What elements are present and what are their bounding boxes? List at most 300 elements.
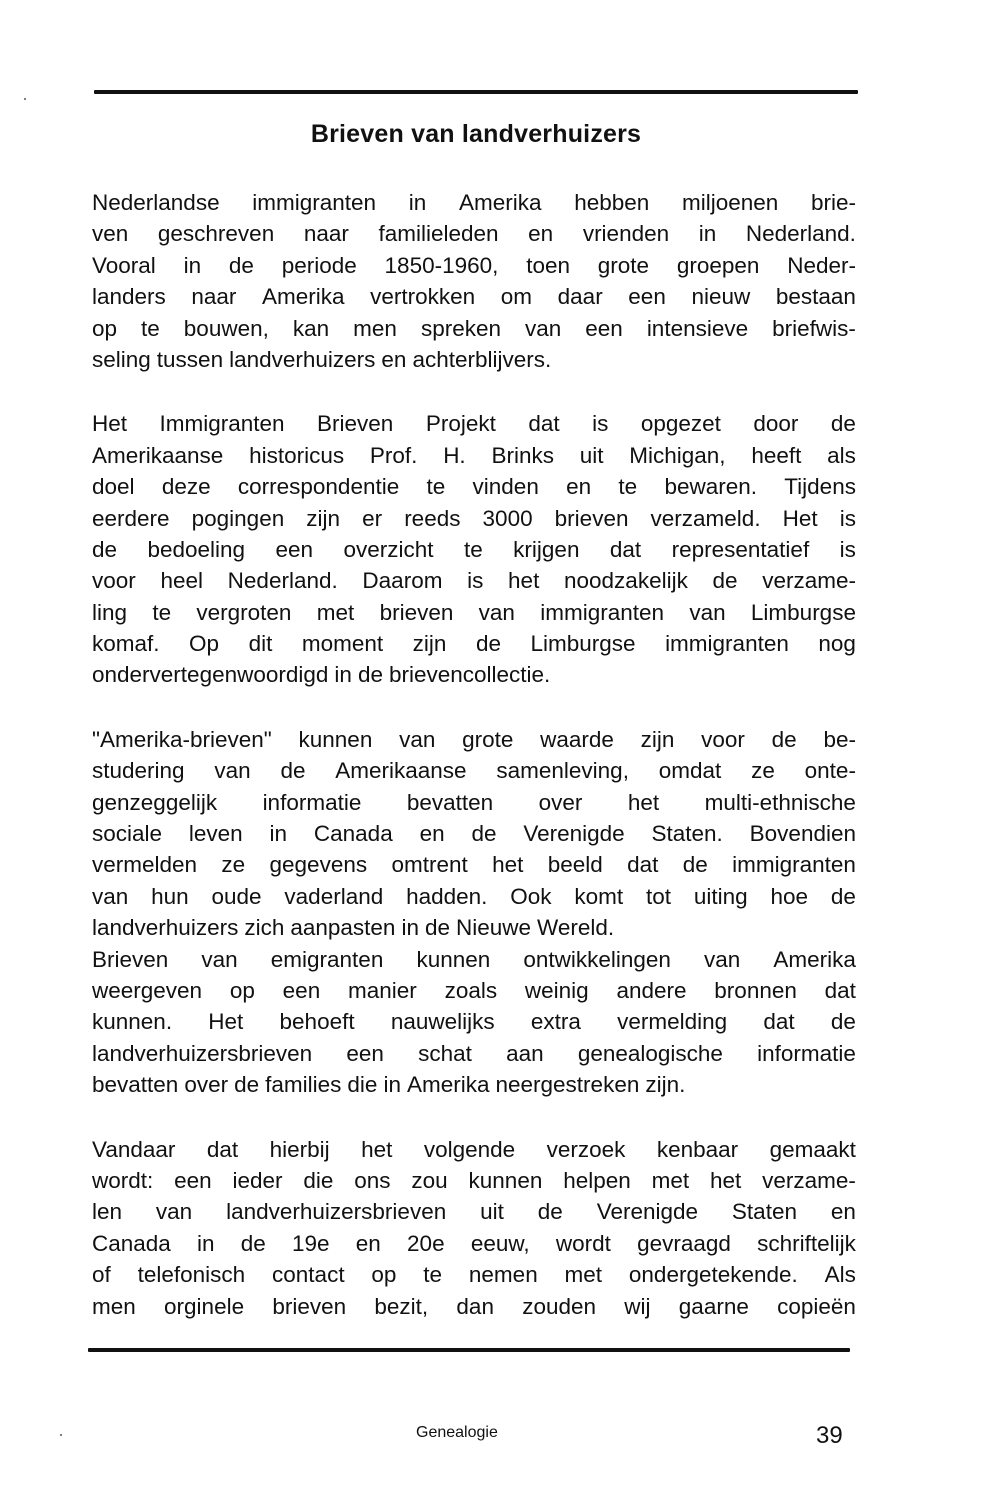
word: groepen	[676, 252, 760, 278]
word: landverhuizersbrieven	[226, 1199, 447, 1225]
word: de	[424, 915, 450, 941]
word: historicus	[249, 442, 345, 468]
word: de	[830, 883, 856, 909]
word: Verenigde	[523, 821, 625, 847]
word: Nieuwe	[456, 915, 532, 941]
text-line	[92, 849, 856, 880]
word: Staten.	[651, 821, 723, 847]
word: dit	[248, 631, 273, 657]
word: de	[771, 726, 797, 752]
text-line	[92, 1228, 856, 1259]
word: dat	[824, 977, 856, 1003]
word: is	[839, 536, 856, 562]
word: Limburgse	[530, 631, 636, 657]
word: uit	[480, 1199, 504, 1225]
word: komt	[574, 883, 624, 909]
word: leven	[188, 821, 243, 847]
word: in	[401, 915, 419, 941]
text-line	[92, 818, 856, 849]
word: pogingen	[191, 505, 285, 531]
text-line	[92, 1165, 856, 1196]
word: omtrent	[391, 852, 468, 878]
word: een	[585, 315, 623, 341]
word: Neder-	[787, 252, 856, 278]
word: seling	[92, 346, 151, 372]
word: sociale	[92, 821, 163, 847]
word: 3000	[482, 505, 533, 531]
word: Amerika	[406, 1072, 490, 1098]
word: kunnen	[468, 1167, 543, 1193]
word: bevatten	[406, 789, 494, 815]
paragraph-spacer	[92, 375, 856, 408]
word: geschreven	[157, 221, 275, 247]
word: hierbij	[269, 1136, 330, 1162]
word: doel	[92, 474, 135, 500]
word: omdat	[658, 758, 722, 784]
word: dat	[609, 536, 642, 562]
word: andere	[616, 977, 687, 1003]
word: intensieve	[646, 315, 749, 341]
word: de	[280, 758, 306, 784]
word: Tijdens	[784, 474, 856, 500]
word: verzoek	[546, 1136, 626, 1162]
word: verzame-	[762, 568, 856, 594]
word: krijgen	[513, 536, 580, 562]
word: manier	[348, 977, 417, 1003]
word: de	[475, 631, 501, 657]
word: len	[92, 1199, 123, 1225]
word: een	[346, 1040, 384, 1066]
paragraph	[92, 1134, 856, 1322]
word: Amerika	[262, 284, 345, 310]
bottom-rule	[88, 1348, 850, 1352]
word: vergroten	[196, 599, 292, 625]
word: Ook	[510, 883, 552, 909]
word: aan	[506, 1040, 544, 1066]
word: is	[467, 568, 484, 594]
word: vertrokken	[370, 284, 476, 310]
text-line	[92, 1259, 856, 1290]
word: schat	[418, 1040, 472, 1066]
word: kan	[292, 315, 330, 341]
word: op	[92, 315, 118, 341]
word: emigranten	[270, 946, 384, 972]
word: noodzakelijk	[564, 568, 688, 594]
word: aanpasten	[290, 915, 396, 941]
word: Het	[782, 505, 818, 531]
word: wordt:	[92, 1167, 154, 1193]
text-line	[92, 440, 856, 471]
word: Michigan,	[629, 442, 726, 468]
word: zoals	[444, 977, 498, 1003]
text-line	[92, 471, 856, 502]
word: naar	[191, 284, 237, 310]
text-line	[92, 344, 856, 375]
word: die	[347, 1072, 378, 1098]
word: brieven	[272, 1293, 347, 1319]
word: over	[184, 1072, 229, 1098]
word: be-	[823, 726, 856, 752]
word: in	[408, 190, 427, 215]
word: Het	[208, 1009, 244, 1035]
word: kunnen	[416, 946, 491, 972]
word: familieleden	[378, 221, 499, 247]
word: brie-	[810, 190, 856, 215]
word: de	[682, 852, 708, 878]
word: bestaan	[775, 284, 856, 310]
word: landverhuizers	[229, 346, 376, 372]
word: de	[537, 1199, 563, 1225]
word: hebben	[574, 190, 650, 215]
word: de	[92, 536, 118, 562]
word: komaf.	[92, 631, 160, 657]
word: Vandaar	[92, 1136, 176, 1162]
text-line	[92, 187, 856, 218]
word: naar	[303, 221, 349, 247]
word: een	[628, 284, 666, 310]
word: extra	[530, 1009, 581, 1035]
word: een	[174, 1167, 212, 1193]
page-number: 39	[816, 1422, 843, 1449]
word: representatief	[671, 536, 810, 562]
word: in	[269, 821, 288, 847]
text-line	[92, 1291, 856, 1322]
word: dat	[528, 411, 560, 437]
page-title: Brieven van landverhuizers	[310, 120, 642, 148]
word: de	[357, 662, 383, 688]
word: neergestreken	[495, 1072, 640, 1098]
word: ling	[92, 599, 128, 625]
word: toen	[526, 252, 570, 278]
word: voor	[701, 726, 745, 752]
word: van	[689, 599, 726, 625]
word: brieven	[379, 599, 454, 625]
word: multi-ethnische	[704, 789, 856, 815]
word: door	[753, 411, 799, 437]
word: ons	[354, 1167, 391, 1193]
word: Op	[189, 631, 220, 657]
text-line	[92, 944, 856, 975]
word: immigranten	[665, 631, 789, 657]
word: een	[275, 536, 314, 562]
word: orginele	[164, 1293, 245, 1319]
word: Brieven	[317, 411, 394, 437]
word: gaarne	[678, 1293, 749, 1319]
text-line	[92, 313, 856, 344]
word: overzicht	[343, 536, 434, 562]
word: en	[566, 474, 592, 500]
word: Vooral	[92, 252, 156, 278]
word: in	[197, 1230, 215, 1256]
word: zou	[411, 1167, 448, 1193]
word: of	[92, 1262, 111, 1288]
word: is	[839, 505, 856, 531]
word: 19e	[292, 1230, 330, 1256]
word: met	[564, 1262, 603, 1288]
word: van	[92, 883, 129, 909]
word: Canada	[313, 821, 393, 847]
word: te	[141, 315, 160, 341]
word: nieuw	[691, 284, 751, 310]
article-body	[92, 187, 856, 1322]
word: ontwikkelingen	[523, 946, 671, 972]
text-line	[92, 408, 856, 439]
word: dat	[627, 852, 659, 878]
word: verzame-	[762, 1167, 856, 1193]
word: gemaakt	[769, 1136, 856, 1162]
word: men	[353, 315, 397, 341]
word: de	[471, 821, 497, 847]
word: informatie	[262, 789, 362, 815]
word: te	[618, 474, 638, 500]
text-line	[92, 1038, 856, 1069]
word: van	[201, 946, 238, 972]
word: briefwis-	[772, 315, 856, 341]
word: vaderland	[284, 883, 384, 909]
word: kunnen	[298, 726, 373, 752]
word: is	[592, 411, 609, 437]
word: van	[214, 758, 251, 784]
word: de	[712, 568, 738, 594]
word: te	[426, 474, 446, 500]
text-line	[92, 565, 856, 596]
text-line	[92, 250, 856, 281]
text-line	[92, 787, 856, 818]
word: met	[651, 1167, 690, 1193]
paragraph	[92, 944, 856, 1101]
word: die	[303, 1167, 334, 1193]
word: in	[183, 252, 202, 278]
word: daar	[557, 284, 603, 310]
word: van	[524, 315, 562, 341]
word: het	[508, 568, 540, 594]
word: Daarom	[362, 568, 443, 594]
word: van	[478, 599, 515, 625]
text-line	[92, 218, 856, 249]
word: schriftelijk	[757, 1230, 856, 1256]
word: eerdere	[92, 505, 170, 531]
word: hadden.	[406, 883, 488, 909]
word: het	[361, 1136, 393, 1162]
word: wordt	[555, 1230, 611, 1256]
word: gevraagd	[637, 1230, 731, 1256]
paragraph	[92, 724, 856, 944]
word: vermelden	[92, 852, 198, 878]
word: het	[709, 1167, 742, 1193]
word: 1850-1960,	[384, 252, 499, 278]
word: Als	[824, 1262, 856, 1288]
word: telefonisch	[137, 1262, 246, 1288]
word: Nederland.	[745, 221, 856, 247]
text-line	[92, 659, 856, 690]
word: brieven	[554, 505, 629, 531]
text-line	[92, 534, 856, 565]
word: H.	[443, 442, 466, 468]
text-line	[92, 597, 856, 628]
text-line	[92, 1196, 856, 1227]
word: ondergetekende.	[628, 1262, 798, 1288]
scan-speck	[60, 1434, 62, 1436]
word: men	[92, 1293, 136, 1319]
word: contact	[272, 1262, 345, 1288]
word: onte-	[804, 758, 856, 784]
word: nemen	[468, 1262, 538, 1288]
word: weergeven	[92, 977, 203, 1003]
word: reeds	[404, 505, 461, 531]
word: en	[830, 1199, 856, 1225]
text-line	[92, 912, 856, 943]
word: ze	[221, 852, 246, 878]
text-line	[92, 1134, 856, 1165]
word: bronnen	[714, 977, 797, 1003]
word: dan	[456, 1293, 494, 1319]
word: en	[355, 1230, 381, 1256]
word: zouden	[522, 1293, 597, 1319]
word: beeld	[547, 852, 603, 878]
word: Canada	[92, 1230, 171, 1256]
word: immigranten	[252, 190, 377, 215]
word: met	[316, 599, 355, 625]
word: volgende	[423, 1136, 516, 1162]
word: ven	[92, 221, 129, 247]
word: Het	[92, 411, 128, 437]
word: uit	[579, 442, 604, 468]
word: er	[362, 505, 383, 531]
word: studering	[92, 758, 185, 784]
paragraph	[92, 187, 856, 375]
word: ondervertegenwoordigd	[92, 662, 329, 688]
word: genealogische	[577, 1040, 723, 1066]
word: 20e	[407, 1230, 445, 1256]
word: miljoenen	[681, 190, 779, 215]
word: zich	[244, 915, 285, 941]
word: van	[399, 726, 436, 752]
word: en	[381, 346, 407, 372]
word: achterblijvers.	[412, 346, 552, 372]
paragraph	[92, 408, 856, 691]
word: de	[240, 1230, 266, 1256]
word: zijn	[412, 631, 447, 657]
word: en	[528, 221, 554, 247]
word: Amerika	[458, 190, 542, 215]
word: nog	[818, 631, 856, 657]
word: deze	[161, 474, 211, 500]
word: te	[463, 536, 483, 562]
word: Nederlandse	[92, 190, 220, 215]
word: correspondentie	[237, 474, 400, 500]
word: op	[229, 977, 255, 1003]
word: waarde	[540, 726, 614, 752]
word: landers	[92, 284, 166, 310]
word: Prof.	[369, 442, 418, 468]
word: verzameld.	[650, 505, 761, 531]
word: gegevens	[269, 852, 368, 878]
word: over	[538, 789, 583, 815]
word: vrienden	[582, 221, 670, 247]
word: bouwen,	[183, 315, 269, 341]
word: ze	[751, 758, 775, 784]
word: in	[334, 662, 352, 688]
word: tot	[646, 883, 672, 909]
text-line	[92, 1069, 856, 1100]
word: Immigranten	[159, 411, 285, 437]
word: het	[492, 852, 524, 878]
word: dat	[763, 1009, 795, 1035]
word: Verenigde	[596, 1199, 699, 1225]
word: te	[152, 599, 172, 625]
word: heeft	[751, 442, 802, 468]
word: bedoeling	[147, 536, 246, 562]
word: periode	[281, 252, 357, 278]
word: "Amerika-brieven"	[92, 726, 272, 752]
word: helpen	[563, 1167, 631, 1193]
word: zijn	[306, 505, 341, 531]
text-line	[92, 881, 856, 912]
word: immigranten	[540, 599, 665, 625]
word: heel	[160, 568, 203, 594]
word: om	[500, 284, 533, 310]
text-line	[92, 724, 856, 755]
word: hun	[151, 883, 189, 909]
word: Brinks	[491, 442, 554, 468]
word: landverhuizersbrieven	[92, 1040, 313, 1066]
text-line	[92, 503, 856, 534]
word: brievencollectie.	[388, 662, 551, 688]
word: bewaren.	[664, 474, 757, 500]
footer-journal-name: Genealogie	[416, 1424, 498, 1441]
text-line	[92, 1006, 856, 1037]
word: Limburgse	[750, 599, 856, 625]
word: van	[704, 946, 741, 972]
word: genzeggelijk	[92, 789, 218, 815]
word: behoeft	[279, 1009, 355, 1035]
word: Brieven	[92, 946, 169, 972]
word: te	[423, 1262, 443, 1288]
word: landverhuizers	[92, 915, 239, 941]
paragraph-spacer	[92, 691, 856, 724]
word: en	[419, 821, 445, 847]
word: de	[228, 252, 254, 278]
word: ieder	[232, 1167, 283, 1193]
top-rule	[94, 90, 858, 94]
text-line	[92, 281, 856, 312]
word: moment	[301, 631, 384, 657]
word: op	[371, 1262, 397, 1288]
word: vinden	[472, 474, 539, 500]
word: families	[265, 1072, 342, 1098]
word: eeuw,	[470, 1230, 530, 1256]
word: kunnen.	[92, 1009, 173, 1035]
word: samenleving,	[496, 758, 629, 784]
scan-speck	[24, 98, 26, 100]
word: Amerikaanse	[92, 442, 224, 468]
word: Staten	[731, 1199, 797, 1225]
word: tussen	[156, 346, 224, 372]
word: zijn	[640, 726, 675, 752]
text-line	[92, 755, 856, 786]
word: het	[627, 789, 660, 815]
word: bevatten	[92, 1072, 179, 1098]
word: copieën	[777, 1293, 856, 1319]
word: hoe	[770, 883, 809, 909]
word: Projekt	[425, 411, 496, 437]
word: een	[282, 977, 321, 1003]
text-line	[92, 975, 856, 1006]
word: informatie	[757, 1040, 856, 1066]
word: in	[698, 221, 717, 247]
word: de	[830, 411, 856, 437]
word: kenbaar	[656, 1136, 739, 1162]
